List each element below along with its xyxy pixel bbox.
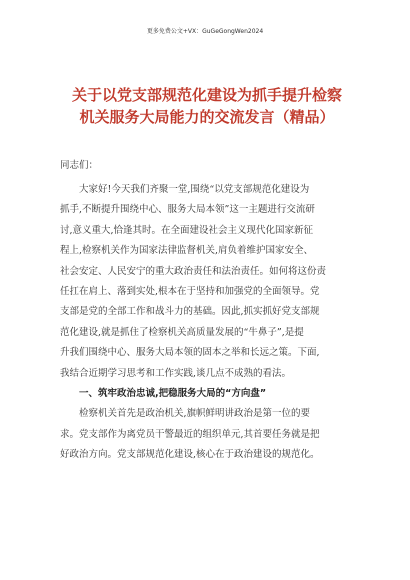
body-line: 讨,意义重大,恰逢其时。在全面建设社会主义现代化国家新征 <box>60 224 314 236</box>
body-line: 范化建设,就是抓住了检察机关高质量发展的“牛鼻子”,是提 <box>60 326 304 338</box>
body-line: 好政治方向。党支部规范化建设,核心在于政治建设的规范化。 <box>60 449 320 461</box>
document-title <box>52 84 362 128</box>
body-line: 升我们围绕中心、服务大局本领的固本之举和长远之策。下面, <box>60 347 320 359</box>
body-line: 检察机关首先是政治机关,旗帜鲜明讲政治是第一位的要 <box>60 408 311 420</box>
body-line: 抓手,不断提升围绕中心、服务大局本领”这一主题进行交流研 <box>60 204 315 216</box>
page-header: 更多免费公文+VX：GuGeGongWen2024 <box>146 28 264 35</box>
body-line: 我结合近期学习思考和工作实践,谈几点不成熟的看法。 <box>60 367 292 379</box>
body-line: 社会安定、人民安宁的重大政治责任和法治责任。如何将这份责 <box>60 265 327 277</box>
body-line: 支部是党的全部工作和战斗力的基础。因此,抓实抓好党支部规 <box>60 306 320 318</box>
body-line: 程上,检察机关作为国家法律监督机关,肩负着维护国家安全、 <box>60 245 314 257</box>
title-line: 关于以党支部规范化建设为抓手提升检察 <box>71 86 342 104</box>
body-line: 求。党支部作为离党员干警最近的组织单元,其首要任务就是把 <box>60 428 320 440</box>
title-line: 机关服务大局能力的交流发言（精品） <box>79 108 335 126</box>
body-text <box>60 180 358 465</box>
body-line: 大家好!今天我们齐聚一堂,围绕“以党支部规范化建设为 <box>60 184 310 195</box>
salutation: 同志们： <box>60 160 99 171</box>
body-line: 任扛在肩上、落到实处,根本在于坚持和加强党的全面领导。党 <box>60 285 320 297</box>
section-heading: 一、筑牢政治忠诚,把稳服务大局的“方向盘” <box>60 387 267 399</box>
